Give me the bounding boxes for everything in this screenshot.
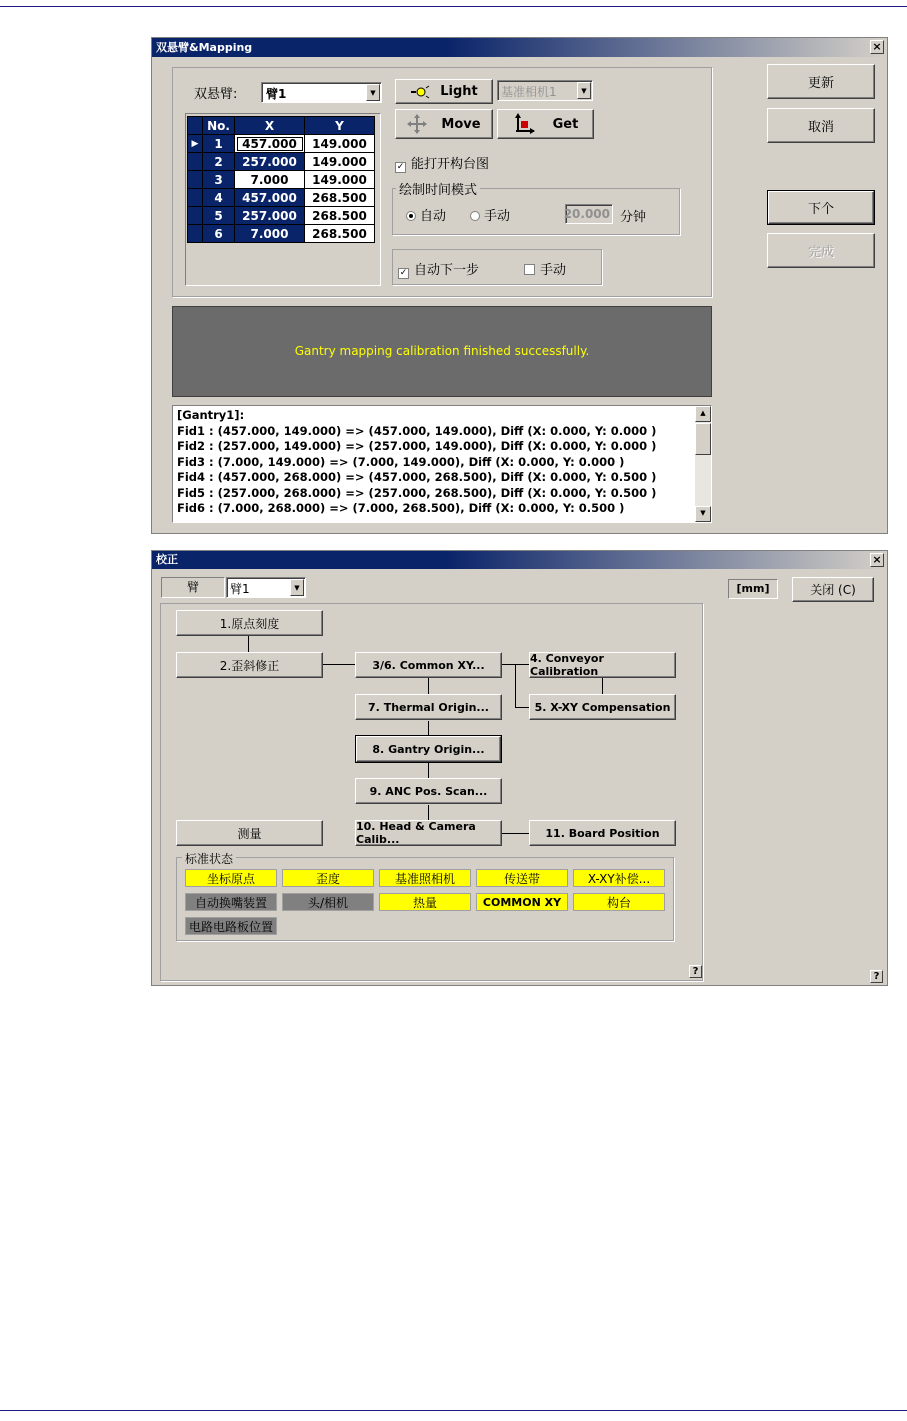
checkbox-icon[interactable]: ✓ [399,268,408,278]
log-line: Fid3 : (7.000, 149.000) => (7.000, 149.000), Diff (X: 0.000, Y: 0.000 ) [177,454,625,469]
log-scrollbar[interactable] [695,406,711,522]
status-chip: 电路电路板位置 [185,917,277,935]
status-group-legend: 标准状态 [182,850,236,867]
cell-x[interactable]: 257.000 [235,207,305,225]
chevron-down-icon[interactable]: ▼ [366,84,380,101]
fiducial-table [185,113,381,286]
move-button[interactable] [395,109,493,139]
draw-manual-label: 手动 [484,209,511,224]
step-anc-pos-scan-button[interactable]: 9. ANC Pos. Scan... [355,778,502,804]
row-number: 6 [203,225,235,243]
table-row[interactable] [188,207,375,225]
row-selector [188,207,203,225]
title-bar [152,38,887,57]
cell-y[interactable]: 149.000 [305,135,375,153]
dialog-title: 校正 [156,553,178,566]
connector [428,805,429,820]
col-header: No. [203,117,235,135]
calibration-dialog [151,550,888,986]
move-label: Move [441,116,481,132]
connector [501,833,530,834]
scroll-up-icon[interactable]: ▲ [695,406,711,422]
row-number: 3 [203,171,235,189]
log-line: Fid6 : (7.000, 268.000) => (7.000, 268.500), Diff (X: 0.000, Y: 0.500 ) [177,501,625,515]
scroll-thumb[interactable] [695,423,711,455]
row-number: 4 [203,189,235,207]
step-skew-correction-button[interactable]: 2.歪斜修正 [176,652,323,678]
calibration-log [172,405,712,523]
table-row[interactable] [188,153,375,171]
chevron-down-icon[interactable]: ▼ [290,579,304,596]
step-head-camera-calib-button[interactable]: 10. Head & Camera Calib... [355,820,502,846]
cell-x[interactable]: 257.000 [235,153,305,171]
auto-next-label: 自动下一步 [414,263,480,278]
status-chip: 头/相机 [282,893,374,911]
next-button[interactable]: 下个 [768,191,874,224]
measure-button[interactable]: 测量 [176,820,323,846]
step-conveyor-calibration-button[interactable]: 4. Conveyor Calibration [529,652,676,678]
finish-button[interactable]: 完成 [767,233,875,268]
get-button[interactable] [497,109,594,139]
cell-y[interactable]: 268.500 [305,189,375,207]
table-row[interactable] [188,135,375,153]
connector [515,707,530,708]
checkbox-icon[interactable] [524,264,535,275]
log-line: Fid2 : (257.000, 149.000) => (257.000, 149.000), Diff (X: 0.000, Y: 0.000 ) [177,439,657,453]
cell-x[interactable]: 7.000 [235,225,305,243]
step-common-xy-button[interactable]: 3/6. Common XY... [355,652,502,678]
light-label: Light [440,84,478,99]
cancel-button[interactable]: 取消 [767,108,875,143]
camera-select-value: 基准相机1 [501,85,557,99]
row-selector [188,171,203,189]
arm-label: 臂 [161,577,225,598]
connector [428,721,429,736]
cell-x[interactable]: 457.000 [235,189,305,207]
status-chip: 歪度 [282,869,374,887]
row-header-corner [188,117,203,135]
row-selector [188,153,203,171]
row-selector [188,189,203,207]
cell-y[interactable]: 149.000 [305,171,375,189]
chevron-down-icon[interactable]: ▼ [577,82,591,99]
update-button[interactable]: 更新 [767,64,875,99]
help-icon[interactable]: ? [689,965,702,978]
arm-select[interactable] [226,577,306,598]
connector [322,664,356,665]
manual-checkbox[interactable] [524,259,566,278]
table-row[interactable] [188,171,375,189]
log-line: Fid5 : (257.000, 268.000) => (257.000, 268.500), Diff (X: 0.000, Y: 0.500 ) [177,485,657,500]
status-chip: 自动换嘴装置 [185,893,277,911]
status-chip: COMMON XY [476,893,568,911]
dialog-title: 双悬臂&Mapping [156,41,253,54]
status-message: Gantry mapping calibration finished successfully. [172,306,712,397]
connector [428,763,429,778]
close-icon[interactable]: × [870,553,884,567]
minutes-input[interactable] [565,204,613,224]
cell-x[interactable]: 457.000 [235,135,305,153]
move-arrows-icon [407,114,427,134]
light-button[interactable] [395,79,493,104]
mapping-dialog [151,37,888,534]
checkbox-icon[interactable]: ✓ [396,162,405,172]
status-chip: 热量 [379,893,471,911]
cell-y[interactable]: 149.000 [305,153,375,171]
unit-label: [mm] [728,579,778,599]
draw-manual-radio[interactable] [470,205,510,224]
draw-auto-radio[interactable] [406,205,446,224]
row-selector [188,225,203,243]
col-header: Y [305,117,375,135]
help-icon[interactable]: ? [870,970,883,983]
connector [602,678,603,695]
title-bar [152,551,887,569]
status-chip: 构台 [573,893,665,911]
step-gantry-origin-button[interactable]: 8. Gantry Origin... [356,736,501,762]
auto-next-checkbox[interactable] [398,259,479,279]
radio-on-icon[interactable] [406,211,416,221]
arm-select-value: 臂1 [266,87,287,101]
current-row-icon: ▶ [188,135,203,153]
step-thermal-origin-button[interactable]: 7. Thermal Origin... [355,694,502,720]
open-map-label: 能打开构台图 [411,157,490,172]
log-line: Fid1 : (457.000, 149.000) => (457.000, 149.000), Diff (X: 0.000, Y: 0.000 ) [177,423,657,438]
minutes-value: 20.000 [563,207,610,221]
close-icon[interactable]: × [870,40,884,54]
row-number: 5 [203,207,235,225]
row-number: 1 [203,135,235,153]
arm-select-value: 臂1 [230,582,250,596]
cell-y[interactable]: 268.500 [305,207,375,225]
axes-icon [513,113,535,135]
connector [248,636,249,653]
table-row[interactable] [188,225,375,243]
table-row[interactable] [188,189,375,207]
step-x-xy-compensation-button[interactable]: 5. X-XY Compensation [529,694,676,720]
scroll-down-icon[interactable]: ▼ [695,506,711,522]
draw-auto-label: 自动 [420,209,447,224]
minutes-unit: 分钟 [620,210,647,225]
radio-off-icon[interactable] [470,211,480,221]
table-header [188,117,375,135]
close-button[interactable]: 关闭 (C) [792,577,874,602]
step-board-position-button[interactable]: 11. Board Position [529,820,676,846]
status-chip: 基准照相机 [379,869,471,887]
connector [515,664,516,707]
get-label: Get [552,116,579,132]
open-map-checkbox[interactable] [395,153,489,173]
arm-label: 双悬臂: [194,87,238,102]
cell-x[interactable]: 7.000 [235,171,305,189]
log-line: [Gantry1]: [177,408,245,422]
status-chip: X-XY补偿... [573,869,665,887]
bulb-icon [410,85,430,99]
col-header: X [235,117,305,135]
bottom-rule [0,1410,907,1411]
manual-label: 手动 [540,263,567,278]
draw-mode-legend: 绘制时间模式 [396,179,480,198]
status-chip: 坐标原点 [185,869,277,887]
cell-y[interactable]: 268.500 [305,225,375,243]
status-chip: 传送带 [476,869,568,887]
top-rule [0,6,907,7]
arm-select[interactable] [261,82,382,103]
fiducial-grid [187,116,375,243]
camera-select[interactable] [497,80,593,101]
row-number: 2 [203,153,235,171]
log-line: Fid4 : (457.000, 268.000) => (457.000, 268.500), Diff (X: 0.000, Y: 0.500 ) [177,470,657,484]
connector [428,678,429,695]
step-origin-scale-button[interactable]: 1.原点刻度 [176,610,323,636]
